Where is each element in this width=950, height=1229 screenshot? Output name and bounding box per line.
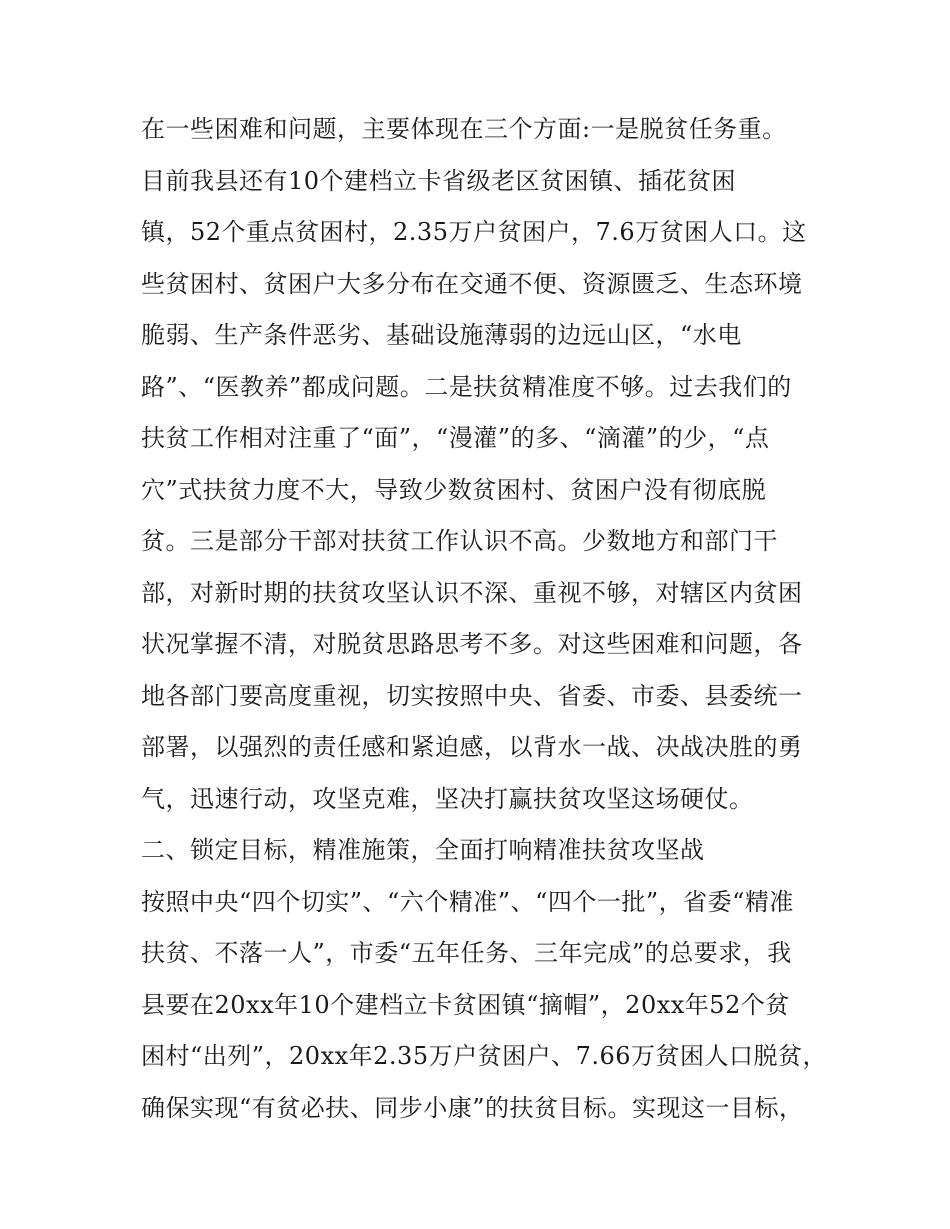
text-line: 困村“出列”，20xx年2.35万户贫困户、7.66万贫困人口脱贫， bbox=[141, 1042, 828, 1070]
text-line: 部，对新时期的扶贫攻坚认识不深、重视不够，对辖区内贫困 bbox=[141, 578, 803, 607]
text-line: 贫。三是部分干部对扶贫工作认识不高。少数地方和部门干 bbox=[141, 527, 778, 555]
text-line: 确保实现“有贫必扶、同步小康”的扶贫目标。实现这一目标， bbox=[141, 1093, 804, 1122]
text-line: 状况掌握不清，对脱贫思路思考不多。对这些困难和问题，各 bbox=[141, 630, 803, 658]
text-line: 地各部门要高度重视，切实按照中央、省委、市委、县委统一 bbox=[141, 681, 803, 710]
text-line: 气，迅速行动，攻坚克难，坚决打赢扶贫攻坚这场硬仗。 bbox=[141, 784, 754, 813]
section-heading: 二、锁定目标，精准施策，全面打响精准扶贫攻坚战 bbox=[141, 836, 705, 864]
text-line: 扶贫工作相对注重了“面”，“漫灌”的多、“滴灌”的少，“点 bbox=[141, 424, 770, 452]
text-line: 脆弱、生产条件恶劣、基础设施薄弱的边远山区，“水电 bbox=[141, 321, 742, 349]
text-line: 目前我县还有10个建档立卡省级老区贫困镇、插花贫困 bbox=[141, 166, 737, 195]
body-text bbox=[141, 104, 831, 1134]
text-line: 按照中央“四个切实”、“六个精准”、“四个一批”，省委“精准 bbox=[141, 887, 794, 916]
text-line: 镇，52个重点贫困村，2.35万户贫困户，7.6万贫困人口。这 bbox=[141, 218, 807, 246]
text-line: 穴”式扶贫力度不大，导致少数贫困村、贫困户没有彻底脱 bbox=[141, 475, 767, 504]
text-line: 路”、“医教养”都成问题。二是扶贫精准度不够。过去我们的 bbox=[141, 372, 792, 401]
text-line: 扶贫、不落一人”，市委“五年任务、三年完成”的总要求，我 bbox=[141, 939, 792, 967]
text-line: 在一些困难和问题，主要体现在三个方面:一是脱贫任务重。 bbox=[141, 115, 787, 143]
text-line: 部署，以强烈的责任感和紧迫感，以背水一战、决战决胜的勇 bbox=[141, 733, 803, 761]
text-line: 些贫困村、贫困户大多分布在交通不便、资源匮乏、生态环境 bbox=[141, 269, 803, 298]
text-line: 县要在20xx年10个建档立卡贫困镇“摘帽”，20xx年52个贫 bbox=[141, 990, 790, 1019]
